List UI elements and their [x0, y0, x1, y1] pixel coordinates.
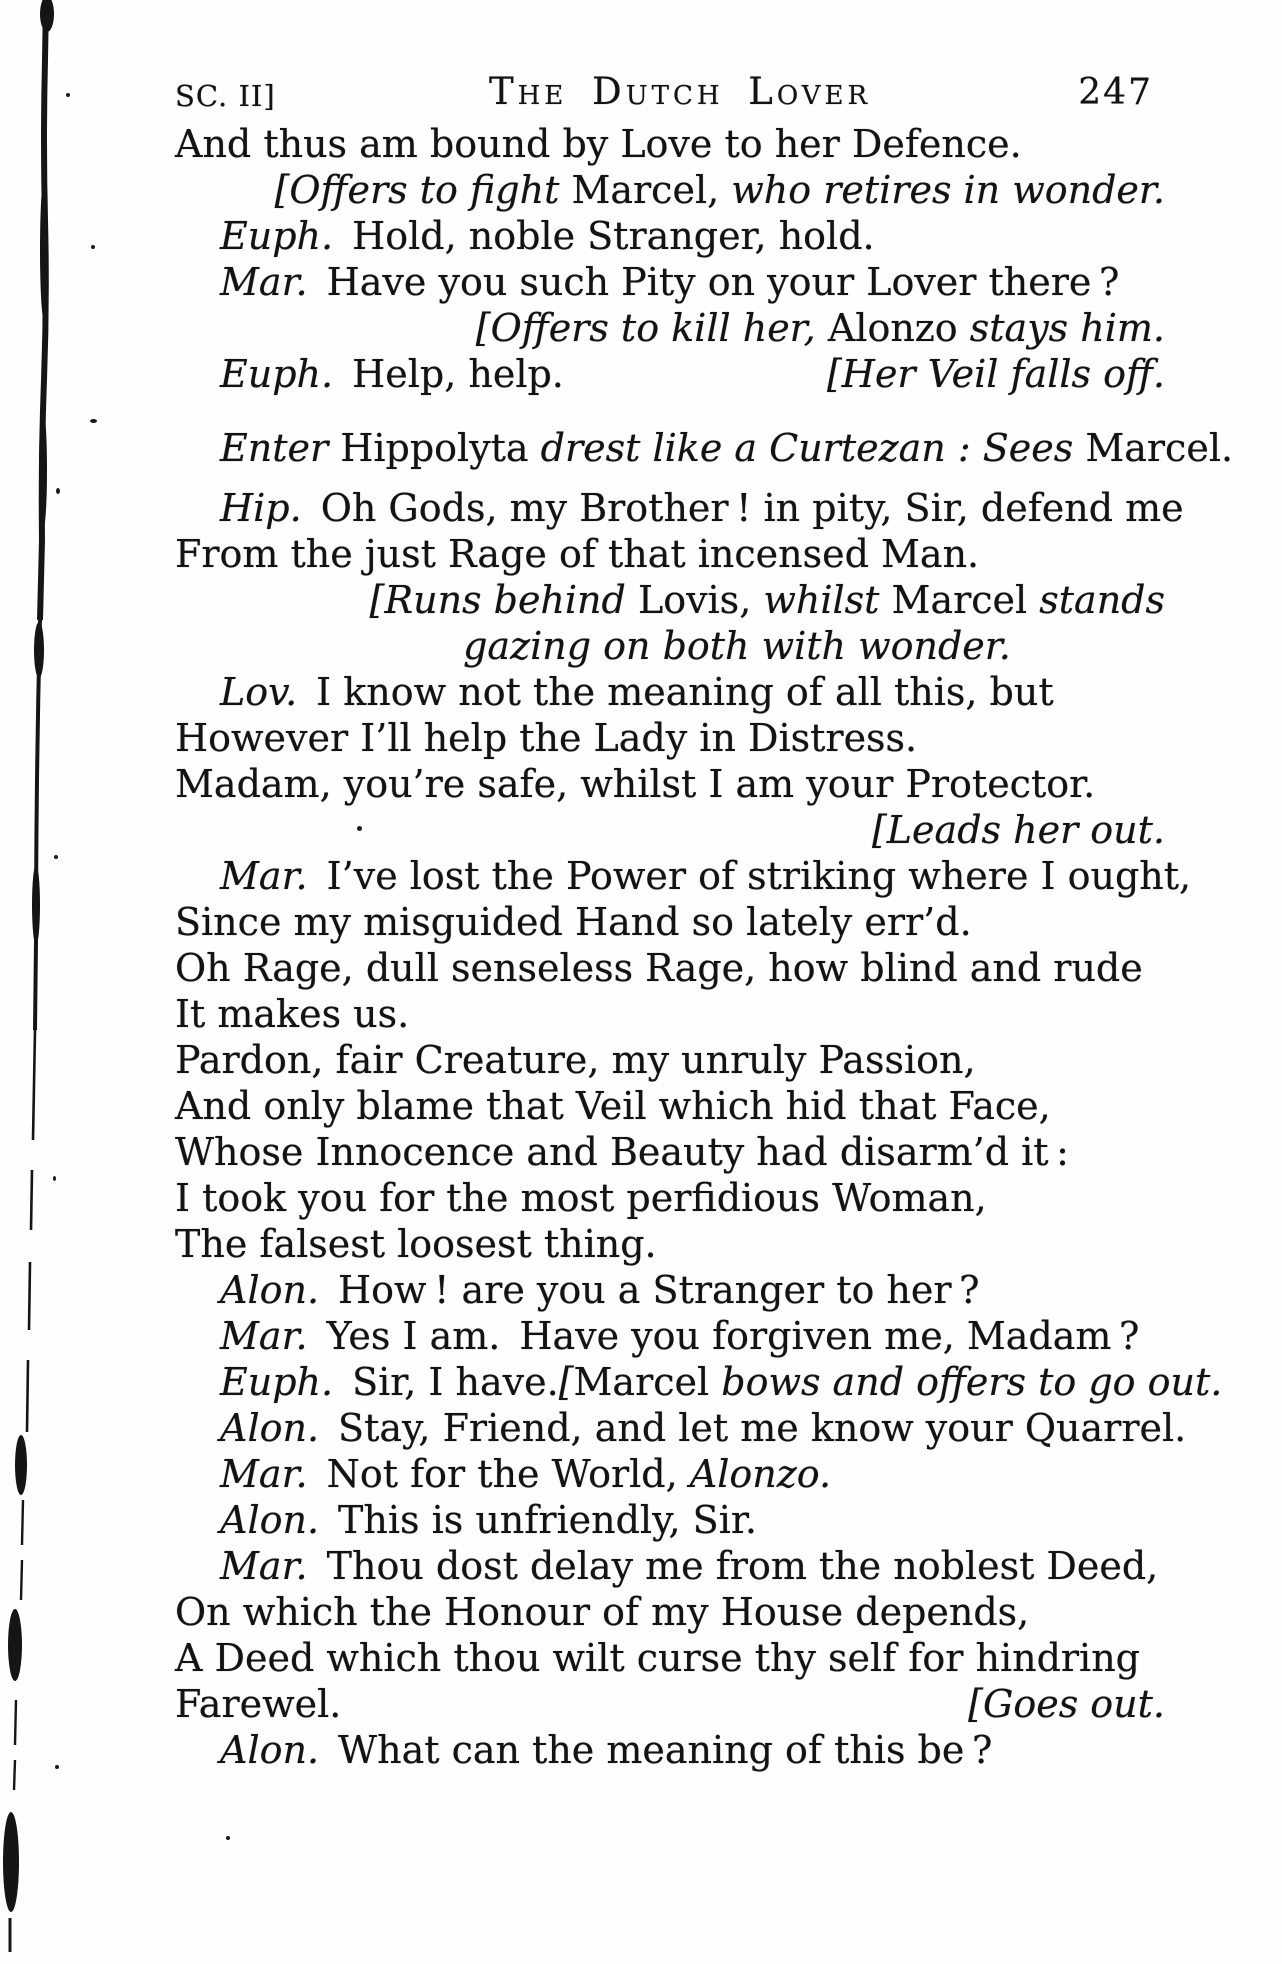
line-text: [175, 992, 409, 1036]
roman-text: Stay, Friend, and let me know your Quarrel.: [319, 1406, 1187, 1450]
italic-text: [Leads her out.: [871, 808, 1165, 852]
roman-text: Since my misguided Hand so lately err’d.: [175, 900, 972, 944]
speech-line: [175, 853, 1192, 899]
scene-label: SC. II]: [175, 79, 276, 113]
italic-text: Mar.: [220, 1314, 308, 1358]
italic-text: Mar.: [220, 260, 308, 304]
italic-text: Alon.: [220, 1406, 320, 1450]
line-text: [175, 1590, 1029, 1634]
roman-text: The falsest loosest thing.: [175, 1222, 657, 1266]
roman-text: How ! are you a Stranger to her ?: [319, 1268, 980, 1312]
italic-text: Alon.: [220, 1268, 320, 1312]
roman-text: This is unfriendly, Sir.: [319, 1498, 757, 1542]
verse-line: [175, 1175, 1165, 1221]
roman-text: Lovis,: [637, 578, 764, 622]
line-text: [175, 1130, 1069, 1174]
roman-text: It makes us.: [175, 992, 410, 1036]
roman-text: Madam, you’re safe, whilst I am your Protector.: [175, 762, 1096, 806]
speech-line: [175, 485, 1184, 531]
line-text: [175, 946, 1143, 990]
italic-text: drest like a Curtezan : Sees: [540, 426, 1086, 470]
roman-text: However I’ll help the Lady in Distress.: [175, 716, 918, 760]
speech-line: [175, 669, 1165, 715]
ink-speck: [90, 419, 97, 423]
ink-speck: [54, 855, 58, 859]
line-text: [175, 1636, 1140, 1680]
line-text: [220, 1406, 1186, 1450]
verse-line: [175, 715, 1165, 761]
speech-line: [175, 259, 1165, 305]
verse-line: [175, 1221, 1165, 1267]
italic-text: who retires in wonder.: [719, 168, 1165, 212]
roman-text: A Deed which thou wilt curse thy self for hindring: [175, 1636, 1141, 1680]
italic-text: stays him.: [969, 306, 1165, 350]
line-text: [872, 808, 1165, 852]
line-text: [827, 351, 1165, 397]
verse-line: [175, 1129, 1165, 1175]
line-text: [175, 1222, 657, 1266]
italic-text: stands: [1039, 578, 1165, 622]
speech-line: [175, 1313, 1165, 1359]
verse-line: [175, 761, 1165, 807]
roman-text: And thus am bound by Love to her Defence.: [175, 122, 1022, 166]
verse-line: [175, 1083, 1165, 1129]
italic-text: [Runs behind: [369, 578, 638, 622]
roman-text: Farewel.: [175, 1682, 342, 1726]
ink-speck: [66, 93, 70, 97]
roman-text: From the just Rage of that incensed Man.: [175, 532, 980, 576]
line-text: [175, 1176, 987, 1220]
line-text: [175, 1084, 1051, 1128]
line-text: [968, 1681, 1165, 1727]
speech-line: [175, 1405, 1187, 1451]
line-text: [275, 168, 1165, 212]
italic-text: [Offers to kill her,: [475, 306, 828, 350]
italic-text: Euph.: [220, 214, 334, 258]
line-text: [220, 1359, 559, 1405]
line-text: [175, 1038, 976, 1082]
ink-speck: [56, 488, 60, 494]
verse-line: [175, 991, 1165, 1037]
line-text: [175, 1681, 341, 1727]
play-text: [175, 121, 1234, 1773]
roman-text: Not for the World,: [307, 1452, 690, 1496]
ink-speck: [55, 1765, 59, 1769]
roman-text: Hippolyta: [340, 426, 541, 470]
line-text: [175, 900, 972, 944]
roman-text: Yes I am. Have you forgiven me, Madam ?: [307, 1314, 1140, 1358]
scan-edge-artifact: [0, 0, 70, 1964]
speech-line: [175, 1727, 1165, 1773]
line-text: [175, 762, 1095, 806]
italic-text: Mar.: [220, 1452, 308, 1496]
line-text: [220, 426, 1233, 470]
ink-speck: [91, 245, 95, 249]
roman-text: And only blame that Veil which hid that Face,: [175, 1084, 1051, 1128]
line-text: [559, 1359, 1223, 1405]
italic-text: [: [558, 1360, 574, 1404]
line-text: [175, 716, 917, 760]
speech-line: [175, 1497, 1165, 1543]
line-text: [220, 1498, 757, 1542]
italic-text: Alonzo.: [689, 1452, 832, 1496]
verse-line: [175, 531, 1165, 577]
line-text: [220, 351, 564, 397]
italic-text: [Offers to fight: [274, 168, 572, 212]
speech-line: [175, 213, 1165, 259]
speech-line: [175, 351, 1165, 397]
line-text: [370, 578, 1165, 622]
line-text: [220, 260, 1119, 304]
roman-text: Alonzo: [827, 306, 970, 350]
italic-text: Mar.: [220, 1544, 308, 1588]
line-text: [220, 1544, 1158, 1588]
stage-direction: [175, 577, 1165, 623]
roman-text: On which the Honour of my House depends,: [175, 1590, 1030, 1634]
italic-text: bows and offers to go out.: [721, 1360, 1223, 1404]
roman-text: Thou dost delay me from the noblest Deed,: [307, 1544, 1159, 1588]
roman-text: Oh Rage, dull senseless Rage, how blind and rude: [175, 946, 1143, 990]
page-title: The Dutch Lover: [488, 70, 872, 113]
stage-direction: [175, 807, 1165, 853]
roman-text: I know not the meaning of all this, but: [297, 670, 1054, 714]
line-text: [220, 670, 1054, 714]
verse-line: [175, 1037, 1165, 1083]
roman-text: What can the meaning of this be ?: [319, 1728, 993, 1772]
stage-direction: [175, 623, 1165, 669]
line-text: [476, 306, 1165, 350]
line-text: [175, 122, 1022, 166]
line-text: [220, 1728, 992, 1772]
stage-direction: [175, 305, 1165, 351]
italic-text: Euph.: [220, 352, 334, 396]
italic-text: Mar.: [220, 854, 308, 898]
speech-line: [175, 1543, 1165, 1589]
line-text: [220, 214, 875, 258]
roman-text: Marcel.: [1085, 426, 1234, 470]
italic-text: Enter: [220, 426, 341, 470]
italic-text: Hip.: [220, 486, 302, 530]
roman-text: Have you such Pity on your Lover there ?: [307, 260, 1120, 304]
roman-text: Whose Innocence and Beauty had disarm’d it :: [175, 1130, 1069, 1174]
verse-line: [175, 899, 1165, 945]
stage-direction: [175, 167, 1165, 213]
roman-text: Marcel,: [571, 168, 720, 212]
roman-text: Oh Gods, my Brother ! in pity, Sir, defend me: [301, 486, 1184, 530]
speech-line: [175, 1359, 1223, 1405]
verse-line: [175, 121, 1165, 167]
roman-text: I’ve lost the Power of striking where I ought,: [307, 854, 1192, 898]
roman-text: Sir, I have.: [333, 1360, 559, 1404]
line-text: [175, 532, 979, 576]
italic-text: Alon.: [220, 1728, 320, 1772]
ink-speck: [226, 1836, 230, 1840]
roman-text: Marcel: [573, 1360, 722, 1404]
roman-text: Pardon, fair Creature, my unruly Passion,: [175, 1038, 976, 1082]
line-text: [463, 624, 1011, 668]
italic-text: gazing on both with wonder.: [463, 624, 1011, 668]
verse-line: [175, 1681, 1165, 1727]
line-text: [220, 1314, 1139, 1358]
roman-text: Hold, noble Stranger, hold.: [333, 214, 875, 258]
verse-line: [175, 945, 1165, 991]
speech-line: [175, 1267, 1165, 1313]
italic-text: Alon.: [220, 1498, 320, 1542]
ink-speck: [53, 1176, 56, 1181]
running-head: [175, 70, 1153, 118]
line-text: [220, 1268, 980, 1312]
roman-text: Marcel: [891, 578, 1040, 622]
roman-text: Help, help.: [333, 352, 564, 396]
page-number: 247: [1078, 72, 1153, 113]
italic-text: [Her Veil falls off.: [826, 352, 1165, 396]
line-text: [220, 1452, 831, 1496]
speech-line: [175, 1451, 1165, 1497]
verse-line: [175, 1589, 1165, 1635]
roman-text: I took you for the most perfidious Woman,: [175, 1176, 987, 1220]
verse-line: [175, 1635, 1165, 1681]
italic-text: [Goes out.: [968, 1682, 1165, 1726]
italic-text: Euph.: [220, 1360, 334, 1404]
scene-direction: [175, 425, 1234, 471]
italic-text: whilst: [763, 578, 892, 622]
line-text: [220, 854, 1191, 898]
line-text: [220, 486, 1184, 530]
italic-text: Lov.: [220, 670, 298, 714]
